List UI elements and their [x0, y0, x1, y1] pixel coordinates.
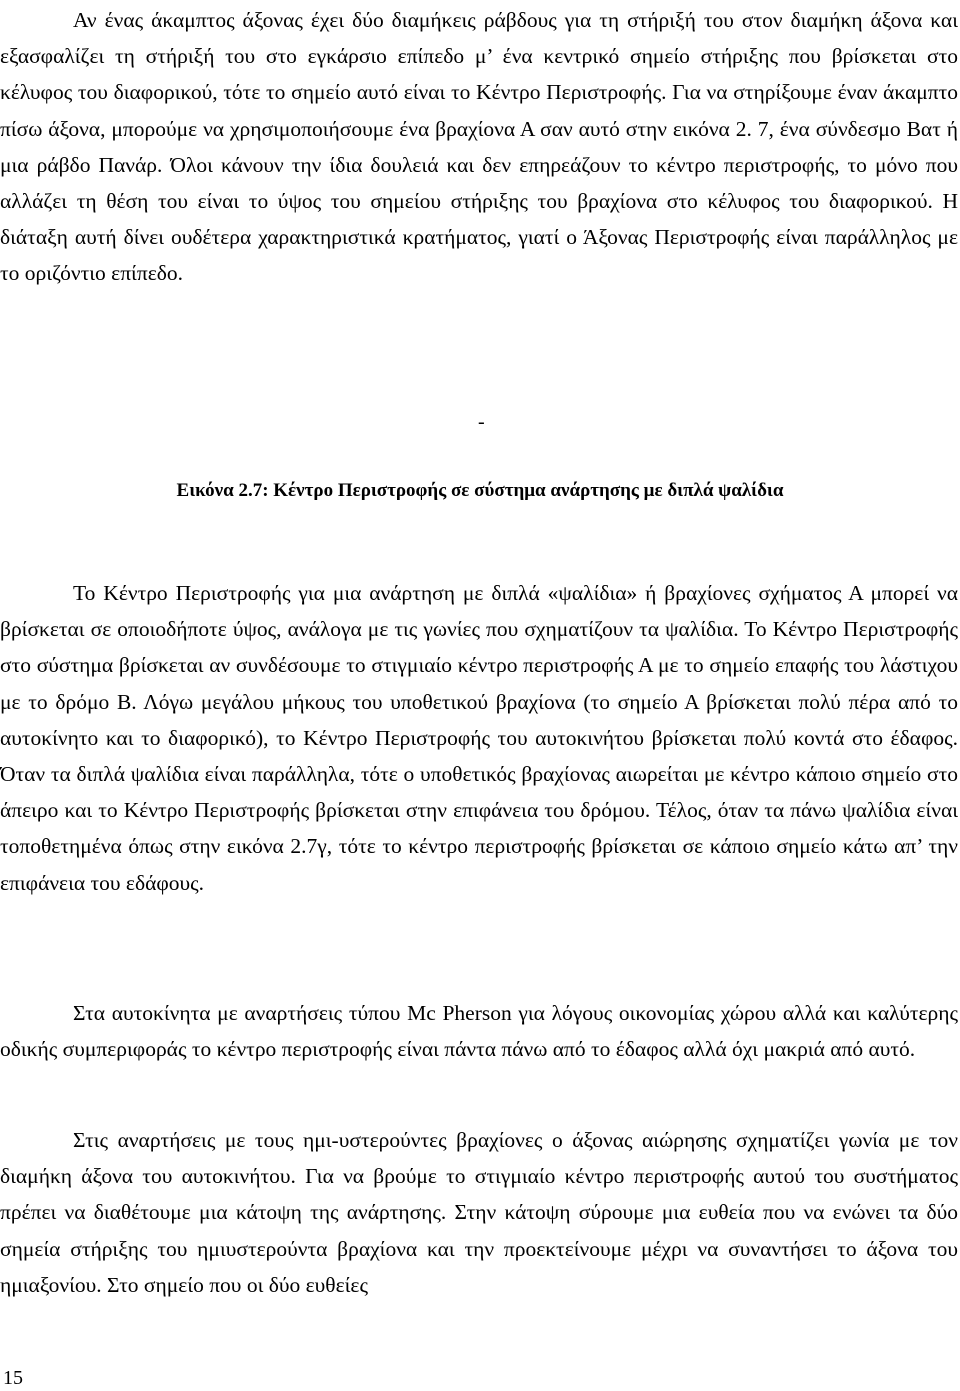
figure-placeholder: -: [478, 411, 485, 433]
paragraph-semi-trailing-arm: Στις αναρτήσεις με τους ημι-υστερούντες βραχίονες ο άξονας αιώρησης σχηματίζει γωνία με τον διαμήκη άξονα του αυτοκινήτου. Για να βρούμε το στιγμιαίο κέντρο περιστροφής αυτού του συστήματος πρέπει να διαθέτουμε μια κάτοψη της ανάρτησης. Στην κάτοψη σύρουμε μια ευθεία που να ενώνει τα δύο σημεία στήριξης του ημιυστερούντα βραχίονα και την προεκτείνουμε μέχρι να συναντήσει το άξονα του ημιαξονίου. Στο σημείο που οι δύο ευθείες: [0, 1128, 958, 1297]
figure-caption: Εικόνα 2.7: Κέντρο Περιστροφής σε σύστημα ανάρτησης με διπλά ψαλίδια: [176, 480, 784, 501]
paragraph-double-wishbone: Το Κέντρο Περιστροφής για μια ανάρτηση με διπλά «ψαλίδια» ή βραχίονες σχήματος Α μπορεί να βρίσκεται σε οποιοδήποτε ύψος, ανάλογα με τις γωνίες που σχηματίζουν τα ψαλίδια. Το Κέντρο Περιστροφής στο σύστημα βρίσκεται αν συνδέσουμε το στιγμιαίο κέντρο περιστροφής Α με το σημείο επαφής του λάστιχου με το δρόμο Β. Λόγω μεγάλου μήκους του υποθετικού βραχίονα (το σημείο Α βρίσκεται πολύ πέρα από το αυτοκίνητο και το διαφορικό), το Κέντρο Περιστροφής του αυτοκινήτου βρίσκεται πολύ κοντά στο έδαφος. Όταν τα διπλά ψαλίδια είναι παράλληλα, τότε ο υποθετικός βραχίονας αιωρείται με κέντρο κάποιο σημείο στο άπειρο και το Κέντρο Περιστροφής βρίσκεται στην επιφάνεια του δρόμου. Τέλος, όταν τα πάνω ψαλίδια είναι τοποθετημένα όπως στην εικόνα 2.7γ, τότε το κέντρο περιστροφής βρίσκεται σε κάποιο σημείο κάτω απ’ την επιφάνεια του εδάφους.: [0, 581, 958, 895]
paragraph-mcpherson: Στα αυτοκίνητα με αναρτήσεις τύπου Mc Pherson για λόγους οικονομίας χώρου αλλά και καλύτερης οδικής συμπεριφοράς το κέντρο περιστροφής είναι πάντα πάνω από το έδαφος αλλά όχι μακριά από αυτό.: [0, 1001, 958, 1062]
page-number: 15: [3, 1367, 23, 1389]
paragraph-rigid-axle: Αν ένας άκαμπτος άξονας έχει δύο διαμήκεις ράβδους για τη στήριξή του στον διαμήκη άξονα και εξασφαλίζει τη στήριξή του στο εγκάρσιο επίπεδο μ’ ένα κεντρικό σημείο στήριξης που βρίσκεται στο κέλυφος του διαφορικού, τότε το σημείο αυτό είναι το Κέντρο Περιστροφής. Για να στηρίξουμε έναν άκαμπτο πίσω άξονα, μπορούμε να χρησιμοποιήσουμε ένα βραχίονα Α σαν αυτό στην εικόνα 2. 7, ένα σύνδεσμο Βατ ή μια ράβδο Πανάρ. Όλοι κάνουν την ίδια δουλειά και δεν επηρεάζουν το κέντρο περιστροφής, το μόνο που αλλάζει τη θέση του είναι το ύψος του σημείου στήριξης του βραχίονα στο κέλυφος του διαφορικού. Η διάταξη αυτή δίνει ουδέτερα χαρακτηριστικά κρατήματος, γιατί ο Άξονας Περιστροφής είναι παράλληλος με το οριζόντιο επίπεδο.: [0, 8, 958, 286]
